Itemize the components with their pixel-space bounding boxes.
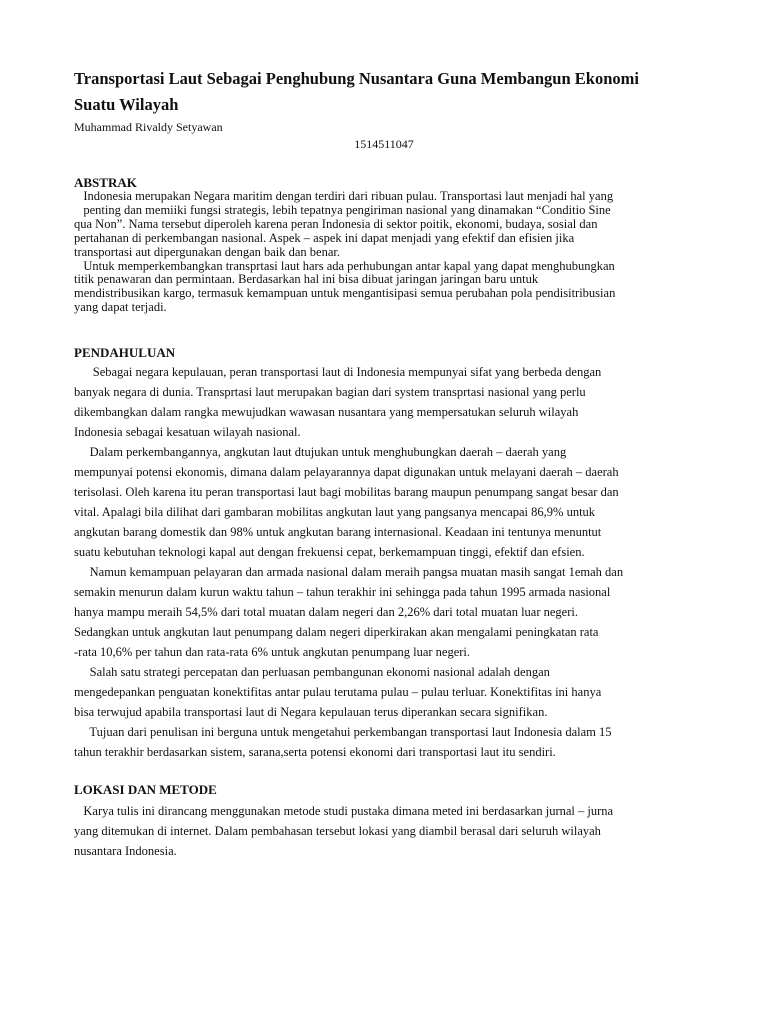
- introduction-body: [74, 362, 702, 762]
- introduction-line: mempunyai potensi ekonomis, dimana dalam pelayarannya dapat digunakan untuk melayani daerah – daerah: [74, 465, 619, 479]
- introduction-line: vital. Apalagi bila dilihat dari gambaran mobilitas angkutan laut yang pangsanya mencapai 86,9% untuk: [74, 505, 596, 519]
- introduction-line: Salah satu strategi percepatan dan perluasan pembangunan ekonomi nasional adalah dengan: [74, 665, 550, 679]
- introduction-line: bisa terwujud apabila transportasi laut di Negara kepulauan terus diperankan secara signifikan.: [74, 705, 548, 719]
- location-method-body: [74, 801, 702, 861]
- title-line: Transportasi Laut Sebagai Penghubung Nusantara Guna Membangun Ekonomi: [74, 69, 639, 88]
- introduction-line: -rata 10,6% per tahun dan rata-rata 6% untuk angkutan penumpang luar negeri.: [74, 645, 471, 659]
- location-method-line: nusantara Indonesia.: [74, 844, 177, 858]
- abstract-line: qua Non”. Nama tersebut diperoleh karena peran Indonesia di sektor poitik, ekonomi, budaya, sosial dan: [74, 216, 598, 231]
- abstract-body: [74, 190, 699, 315]
- title-line: Suatu Wilayah: [74, 95, 179, 114]
- student-id: 1514511047: [354, 137, 414, 151]
- abstract-line: yang dapat terjadi.: [74, 300, 167, 315]
- author-name: Muhammad Rivaldy Setyawan: [74, 120, 223, 134]
- introduction-line: tahun terakhir berdasarkan sistem, sarana,serta potensi ekonomi dari transportasi laut itu sendiri.: [74, 745, 556, 759]
- introduction-line: Sebagai negara kepulauan, peran transportasi laut di Indonesia mempunyai sifat yang berbeda dengan: [74, 365, 602, 379]
- abstract-heading: ABSTRAK: [74, 175, 137, 190]
- abstract-line: penting dan memiiki fungsi strategis, lebih tepatnya pengiriman nasional yang dinamakan “Conditio Sine: [74, 202, 611, 217]
- abstract-line: Indonesia merupakan Negara maritim dengan terdiri dari ribuan pulau. Transportasi laut menjadi hal yang: [74, 189, 614, 203]
- introduction-line: semakin menurun dalam kurun waktu tahun – tahun terakhir ini sehingga pada tahun 1995 armada nasional: [74, 585, 611, 599]
- introduction-line: Dalam perkembangannya, angkutan laut dtujukan untuk menghubungkan daerah – daerah yang: [74, 445, 567, 459]
- location-method-line: yang ditemukan di internet. Dalam pembahasan tersebut lokasi yang diambil berasal dari seluruh wilayah: [74, 824, 601, 838]
- document-title: [74, 66, 714, 118]
- introduction-line: terisolasi. Oleh karena itu peran transportasi laut bagi mobilitas barang maupun penumpang sangat besar dan: [74, 485, 619, 499]
- introduction-line: dikembangkan dalam rangka mewujudkan wawasan nusantara yang mempersatukan seluruh wilayah: [74, 405, 579, 419]
- abstract-line: transportasi aut dipergunakan dengan baik dan benar.: [74, 244, 341, 259]
- abstract-line: titik penawaran dan permintaan. Berdasarkan hal ini bisa dibuat jaringan jaringan baru untuk: [74, 272, 539, 287]
- abstract-line: Untuk memperkembangkan transprtasi laut hars ada perhubungan antar kapal yang dapat menghubungkan: [74, 258, 615, 273]
- introduction-line: angkutan barang domestik dan 98% untuk angkutan barang internasional. Keadaan ini tentunya menuntut: [74, 525, 602, 539]
- introduction-line: Sedangkan untuk angkutan laut penumpang dalam negeri diperkirakan akan mengalami peningkatan rata: [74, 625, 599, 639]
- introduction-line: banyak negara di dunia. Transprtasi laut merupakan bagian dari system transprtasi nasional yang perlu: [74, 385, 586, 399]
- introduction-line: mengedepankan penguatan konektifitas antar pulau terutama pulau – pulau terluar. Konektifitas ini hanya: [74, 685, 602, 699]
- location-method-heading: LOKASI DAN METODE: [74, 782, 217, 797]
- introduction-line: Tujuan dari penulisan ini berguna untuk mengetahui perkembangan transportasi laut Indonesia dalam 15: [74, 725, 612, 739]
- introduction-heading: PENDAHULUAN: [74, 345, 176, 360]
- introduction-line: hanya mampu meraih 54,5% dari total muatan dalam negeri dan 2,26% dari total muatan luar negeri.: [74, 605, 578, 619]
- location-method-line: Karya tulis ini dirancang menggunakan metode studi pustaka dimana meted ini berdasarkan jurnal – jurna: [74, 804, 614, 818]
- abstract-line: mendistribusikan kargo, termasuk kemampuan untuk mengantisipasi semua perubahan pola pendisitribusian: [74, 286, 616, 301]
- introduction-line: Indonesia sebagai kesatuan wilayah nasional.: [74, 425, 301, 439]
- introduction-line: Namun kemampuan pelayaran dan armada nasional dalam meraih pangsa muatan masih sangat 1emah dan: [74, 565, 624, 579]
- abstract-line: pertahanan di perkembangan nasional. Aspek – aspek ini dapat menjadi yang efektif dan efisien jika: [74, 230, 575, 245]
- introduction-line: suatu kebutuhan teknologi kapal aut dengan frekuensi cepat, berkemampuan tinggi, efektif dan efsien.: [74, 545, 585, 559]
